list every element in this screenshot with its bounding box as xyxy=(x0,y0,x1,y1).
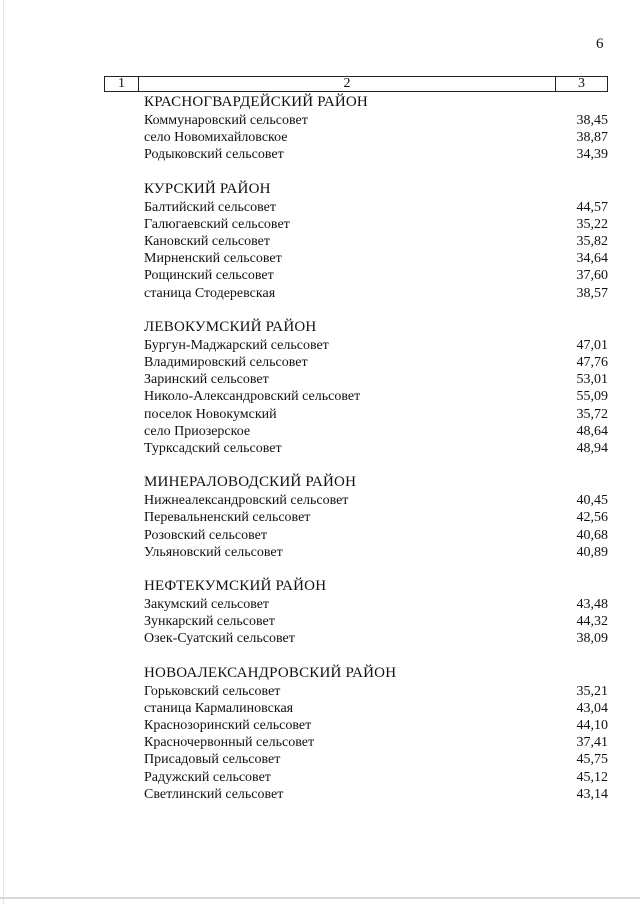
table-row xyxy=(144,769,608,786)
settlement-name: Кановский сельсовет xyxy=(144,234,270,250)
district-block xyxy=(144,473,608,561)
settlement-value: 44,32 xyxy=(576,614,608,630)
table-row xyxy=(144,233,608,250)
table-row xyxy=(144,630,608,647)
table-row xyxy=(144,527,608,544)
table-row xyxy=(144,371,608,388)
table-row xyxy=(144,423,608,440)
table-row xyxy=(144,509,608,526)
settlement-value: 53,01 xyxy=(576,372,608,388)
settlement-value: 35,22 xyxy=(576,216,608,232)
table-row xyxy=(144,613,608,630)
table-header-col-3: 3 xyxy=(555,77,607,91)
page-number: 6 xyxy=(596,36,604,52)
settlement-value: 38,57 xyxy=(576,285,608,301)
table-row xyxy=(144,596,608,613)
table-header-col-2: 2 xyxy=(343,76,351,91)
settlement-value: 38,87 xyxy=(576,130,608,146)
district-block xyxy=(144,664,608,803)
settlement-value: 48,94 xyxy=(576,441,608,457)
table-row xyxy=(144,683,608,700)
settlement-name: Красночервонный сельсовет xyxy=(144,735,315,751)
table-row xyxy=(144,751,608,768)
settlement-value: 48,64 xyxy=(576,423,608,439)
settlement-value: 38,45 xyxy=(576,113,608,128)
district-name: КУРСКИЙ РАЙОН xyxy=(144,180,271,197)
settlement-name: Рощинский сельсовет xyxy=(144,268,274,284)
settlement-name: Зункарский сельсовет xyxy=(144,614,275,630)
settlement-name: Турксадский сельсовет xyxy=(144,441,282,457)
table-row xyxy=(144,406,608,423)
settlement-name: Закумский сельсовет xyxy=(144,597,270,613)
settlement-name: Мирненский сельсовет xyxy=(144,251,282,267)
settlement-name: Перевальненский сельсовет xyxy=(144,510,311,526)
district-name: НЕФТЕКУМСКИЙ РАЙОН xyxy=(144,578,327,595)
settlement-name: Розовский сельсовет xyxy=(144,527,267,543)
settlement-value: 40,89 xyxy=(576,544,608,560)
table-row xyxy=(144,146,608,163)
settlement-name: Родыковский сельсовет xyxy=(144,147,284,163)
settlement-value: 47,01 xyxy=(576,337,608,353)
settlement-value: 37,60 xyxy=(576,268,608,284)
settlement-value: 43,48 xyxy=(576,597,608,613)
settlement-value: 35,82 xyxy=(576,234,608,250)
table-row xyxy=(144,354,608,371)
settlement-value: 40,45 xyxy=(576,493,608,509)
settlement-value: 38,09 xyxy=(576,631,608,647)
district-name: МИНЕРАЛОВОДСКИЙ РАЙОН xyxy=(144,474,357,491)
table-row xyxy=(144,199,608,216)
settlement-name: село Приозерское xyxy=(144,423,251,439)
table-row xyxy=(144,700,608,717)
settlement-value: 35,72 xyxy=(576,406,608,422)
settlement-name: Заринский сельсовет xyxy=(144,372,269,388)
table-row xyxy=(144,216,608,233)
settlement-name: Балтийский сельсовет xyxy=(144,199,277,215)
table-row xyxy=(144,492,608,509)
district-block xyxy=(144,93,608,164)
settlement-name: Присадовый сельсовет xyxy=(144,752,281,768)
settlement-value: 35,21 xyxy=(576,683,608,699)
scan-edge-bottom xyxy=(0,897,640,899)
settlement-value: 45,75 xyxy=(576,752,608,768)
settlement-name: Владимировский сельсовет xyxy=(144,355,308,371)
table-row xyxy=(144,388,608,405)
table-row xyxy=(144,734,608,751)
settlement-name: Озек-Суатский сельсовет xyxy=(144,631,295,647)
settlement-value: 44,57 xyxy=(576,199,608,215)
settlement-name: Горьковский сельсовет xyxy=(144,683,281,699)
table-row xyxy=(144,112,608,129)
settlement-value: 37,41 xyxy=(576,735,608,751)
settlement-name: Коммунаровский сельсовет xyxy=(144,113,308,128)
settlement-name: Радужский сельсовет xyxy=(144,769,271,785)
table-row xyxy=(144,285,608,302)
settlement-name: Краснозоринский сельсовет xyxy=(144,718,312,734)
table-row xyxy=(144,786,608,803)
settlement-name: Ульяновский сельсовет xyxy=(144,544,283,560)
settlement-name: Галюгаевский сельсовет xyxy=(144,216,290,232)
settlement-value: 45,12 xyxy=(576,769,608,785)
settlement-name: станица Стодеревская xyxy=(144,285,276,301)
settlement-value: 44,10 xyxy=(576,718,608,734)
settlement-name: село Новомихайловское xyxy=(144,130,288,146)
district-list xyxy=(144,93,608,819)
settlement-name: станица Кармалиновская xyxy=(144,700,294,716)
settlement-value: 43,04 xyxy=(576,700,608,716)
settlement-name: поселок Новокумский xyxy=(144,406,277,422)
table-row xyxy=(144,267,608,284)
settlement-value: 47,76 xyxy=(576,355,608,371)
settlement-name: Нижнеалександровский сельсовет xyxy=(144,493,349,509)
table-row xyxy=(144,337,608,354)
district-name: ЛЕВОКУМСКИЙ РАЙОН xyxy=(144,318,317,335)
table-row xyxy=(144,129,608,146)
settlement-value: 34,39 xyxy=(576,147,608,163)
district-name: НОВОАЛЕКСАНДРОВСКИЙ РАЙОН xyxy=(144,664,397,681)
settlement-value: 34,64 xyxy=(576,251,608,267)
table-row xyxy=(144,544,608,561)
settlement-name: Николо-Александровский сельсовет xyxy=(144,389,361,405)
table-row xyxy=(144,717,608,734)
district-block xyxy=(144,318,608,457)
district-name: КРАСНОГВАРДЕЙСКИЙ РАЙОН xyxy=(144,94,368,110)
table-row xyxy=(144,250,608,267)
settlement-value: 55,09 xyxy=(576,389,608,405)
settlement-value: 43,14 xyxy=(576,786,608,802)
district-block xyxy=(144,180,608,302)
table-header-col-1: 1 xyxy=(105,77,139,91)
district-block xyxy=(144,577,608,648)
scan-edge-left xyxy=(3,0,4,905)
table-header xyxy=(104,76,608,92)
settlement-name: Светлинский сельсовет xyxy=(144,786,284,802)
settlement-name: Бургун-Маджарский сельсовет xyxy=(144,337,329,353)
settlement-value: 42,56 xyxy=(576,510,608,526)
settlement-value: 40,68 xyxy=(576,527,608,543)
table-row xyxy=(144,440,608,457)
